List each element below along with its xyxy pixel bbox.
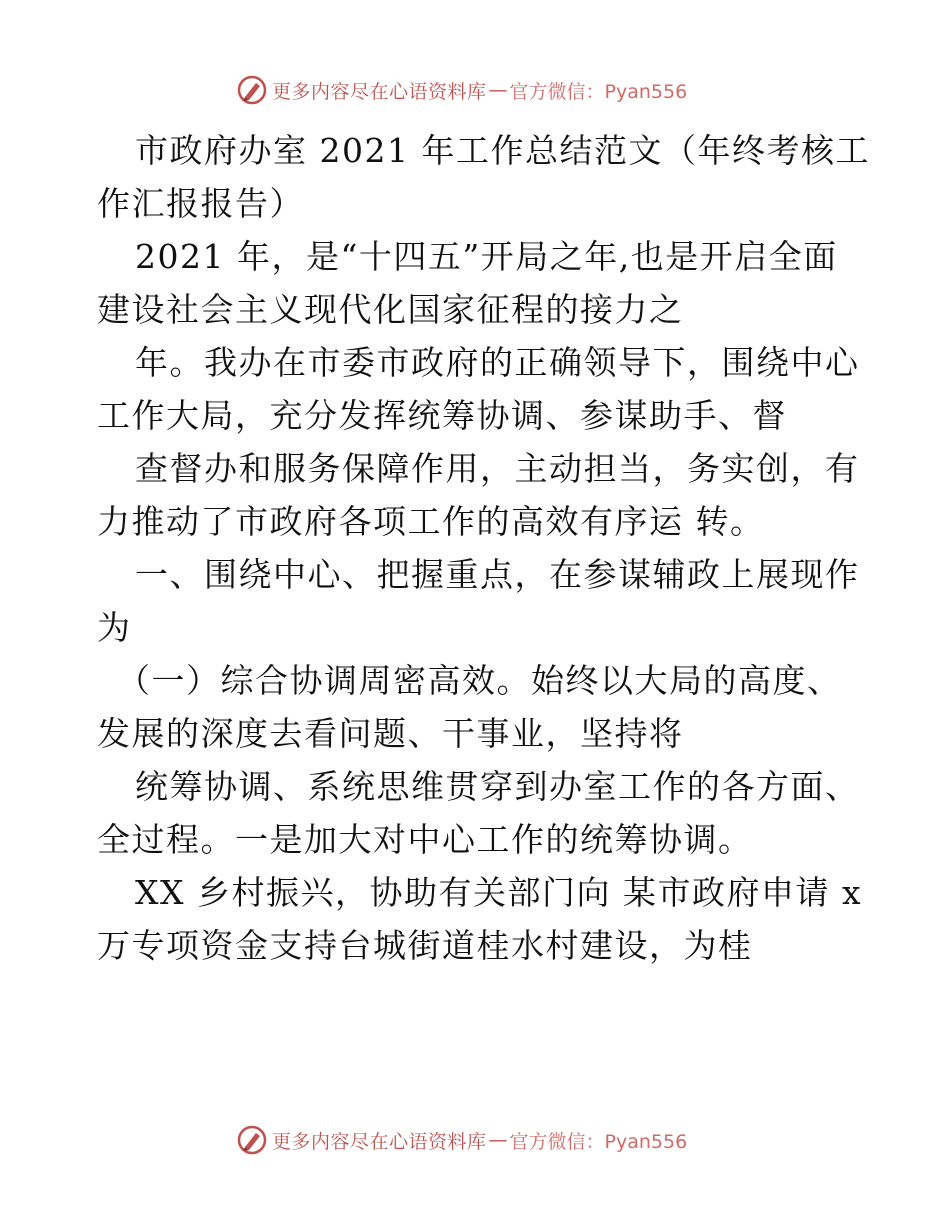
body-line: 力推动了市政府各项工作的高效有序运 转。 [97,502,765,541]
document-body [97,124,870,972]
body-line: 发展的深度去看问题、干事业，坚持将 [97,714,684,753]
watermark-wechat: 官方微信：Pyan556 [509,1130,688,1153]
subsection-heading: （一）综合协调周密高效。始终以大局的高度、 [117,661,842,700]
body-line: 统筹协调、系统思维贯穿到办室工作的各方面、 [135,767,860,806]
watermark-text: 更多内容尽在心语资料库 [272,80,487,103]
watermark-dash: — [488,79,508,101]
header-watermark [236,73,687,107]
section-heading-cont: 为 [97,608,132,647]
watermark-wechat: 官方微信：Pyan556 [509,80,688,103]
body-line: 全过程。一是加大对中心工作的统筹协调。 [97,820,753,859]
body-line: 万专项资金支持台城街道桂水村建设，为桂 [97,926,753,965]
watermark-dash: — [488,1129,508,1151]
body-line: 作汇报报告） [97,184,304,223]
footer-watermark [236,1123,687,1157]
body-line: 市政府办室 2021 年工作总结范文（年终考核工 [135,131,870,170]
body-line: 工作大局，充分发挥统筹协调、参谋助手、督 [97,396,787,435]
pen-logo-icon [236,74,268,106]
section-heading: 一、围绕中心、把握重点，在参谋辅政上展现作 [135,555,860,594]
watermark-text: 更多内容尽在心语资料库 [272,1130,487,1153]
body-line: XX 乡村振兴，协助有关部门向 某市政府申请 x [135,873,863,912]
body-line: 建设社会主义现代化国家征程的接力之 [97,290,684,329]
body-line: 查督办和服务保障作用，主动担当，务实创，有 [135,449,860,488]
body-line: 2021 年，是“十四五”开局之年,也是开启全面 [135,237,838,276]
pen-logo-icon [236,1124,268,1156]
body-line: 年。我办在市委市政府的正确领导下，围绕中心 [135,343,860,382]
